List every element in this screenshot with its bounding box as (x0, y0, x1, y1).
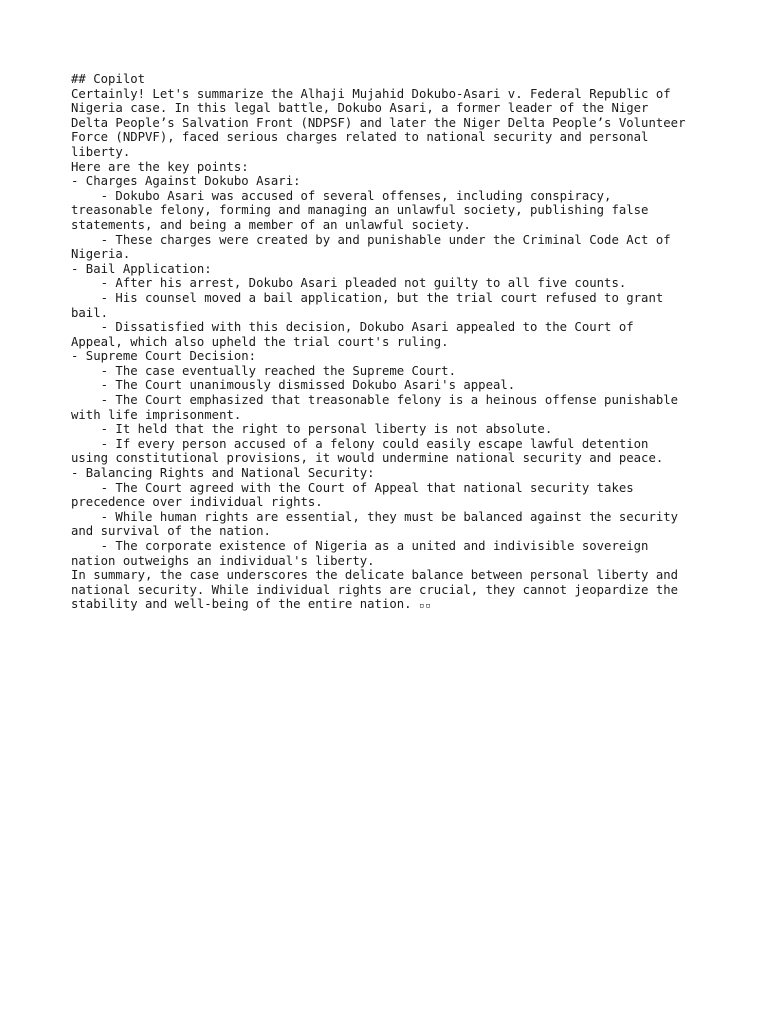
list-heading-line: - Bail Application: (71, 261, 212, 276)
list-item-line: - The case eventually reached the Supreme Court. (71, 363, 456, 378)
text-line: Here are the key points: (71, 159, 249, 174)
summary-line: In summary, the case underscores the delicate balance between personal liberty and (71, 568, 679, 583)
list-heading-line: - Charges Against Dokubo Asari: (71, 174, 301, 189)
list-item-line: - If every person accused of a felony could easily escape lawful detention (71, 436, 649, 451)
missing-glyph-icon: ▫▫ (418, 601, 432, 612)
text-line: precedence over individual rights. (71, 495, 323, 510)
text-line: treasonable felony, forming and managing an unlawful society, publishing false (71, 203, 649, 218)
document-page (71, 72, 711, 612)
text-line: Appeal, which also upheld the trial court's ruling. (71, 334, 449, 349)
summary-last-text: stability and well-being of the entire nation. (71, 597, 419, 612)
text-line: Nigeria case. In this legal battle, Dokubo Asari, a former leader of the Niger (71, 101, 649, 116)
list-item-line: - The Court agreed with the Court of Appeal that national security takes (71, 480, 634, 495)
text-line: bail. (71, 305, 109, 320)
list-item-line: - Dokubo Asari was accused of several offenses, including conspiracy, (71, 188, 612, 203)
text-line: statements, and being a member of an unlawful society. (71, 217, 471, 232)
list-item-line: - The Court emphasized that treasonable felony is a heinous offense punishable (71, 393, 679, 408)
text-line: nation outweighs an individual's liberty. (71, 553, 375, 568)
list-item-line: - After his arrest, Dokubo Asari pleaded not guilty to all five counts. (71, 276, 627, 291)
text-line: Certainly! Let's summarize the Alhaji Mujahid Dokubo-Asari v. Federal Republic of (71, 86, 671, 101)
text-line: and survival of the nation. (71, 524, 271, 539)
summary-last-line (71, 597, 711, 612)
text-line: Force (NDPVF), faced serious charges related to national security and personal (71, 130, 649, 145)
list-item-line: - Dissatisfied with this decision, Dokubo Asari appealed to the Court of (71, 320, 634, 335)
text-line: with life imprisonment. (71, 407, 242, 422)
text-line: Nigeria. (71, 247, 131, 262)
list-item-line: - The corporate existence of Nigeria as a united and indivisible sovereign (71, 539, 649, 553)
list-item-line: - The Court unanimously dismissed Dokubo Asari's appeal. (71, 378, 516, 393)
list-item-line: - These charges were created by and punishable under the Criminal Code Act of (71, 232, 671, 247)
list-item-line: - His counsel moved a bail application, but the trial court refused to grant (71, 290, 664, 305)
text-line: Delta People’s Salvation Front (NDPSF) and later the Niger Delta People’s Volunteer (71, 115, 686, 130)
text-line: liberty. (71, 144, 131, 159)
list-item-line: - It held that the right to personal liberty is not absolute. (71, 422, 553, 437)
list-item-line: - While human rights are essential, they must be balanced against the security (71, 509, 679, 524)
list-heading-line: - Supreme Court Decision: (71, 349, 257, 364)
heading-line: ## Copilot (71, 72, 146, 86)
summary-line: national security. While individual rights are crucial, they cannot jeopardize the (71, 582, 679, 597)
text-line: using constitutional provisions, it would undermine national security and peace. (71, 451, 664, 466)
list-heading-line: - Balancing Rights and National Security: (71, 466, 375, 481)
